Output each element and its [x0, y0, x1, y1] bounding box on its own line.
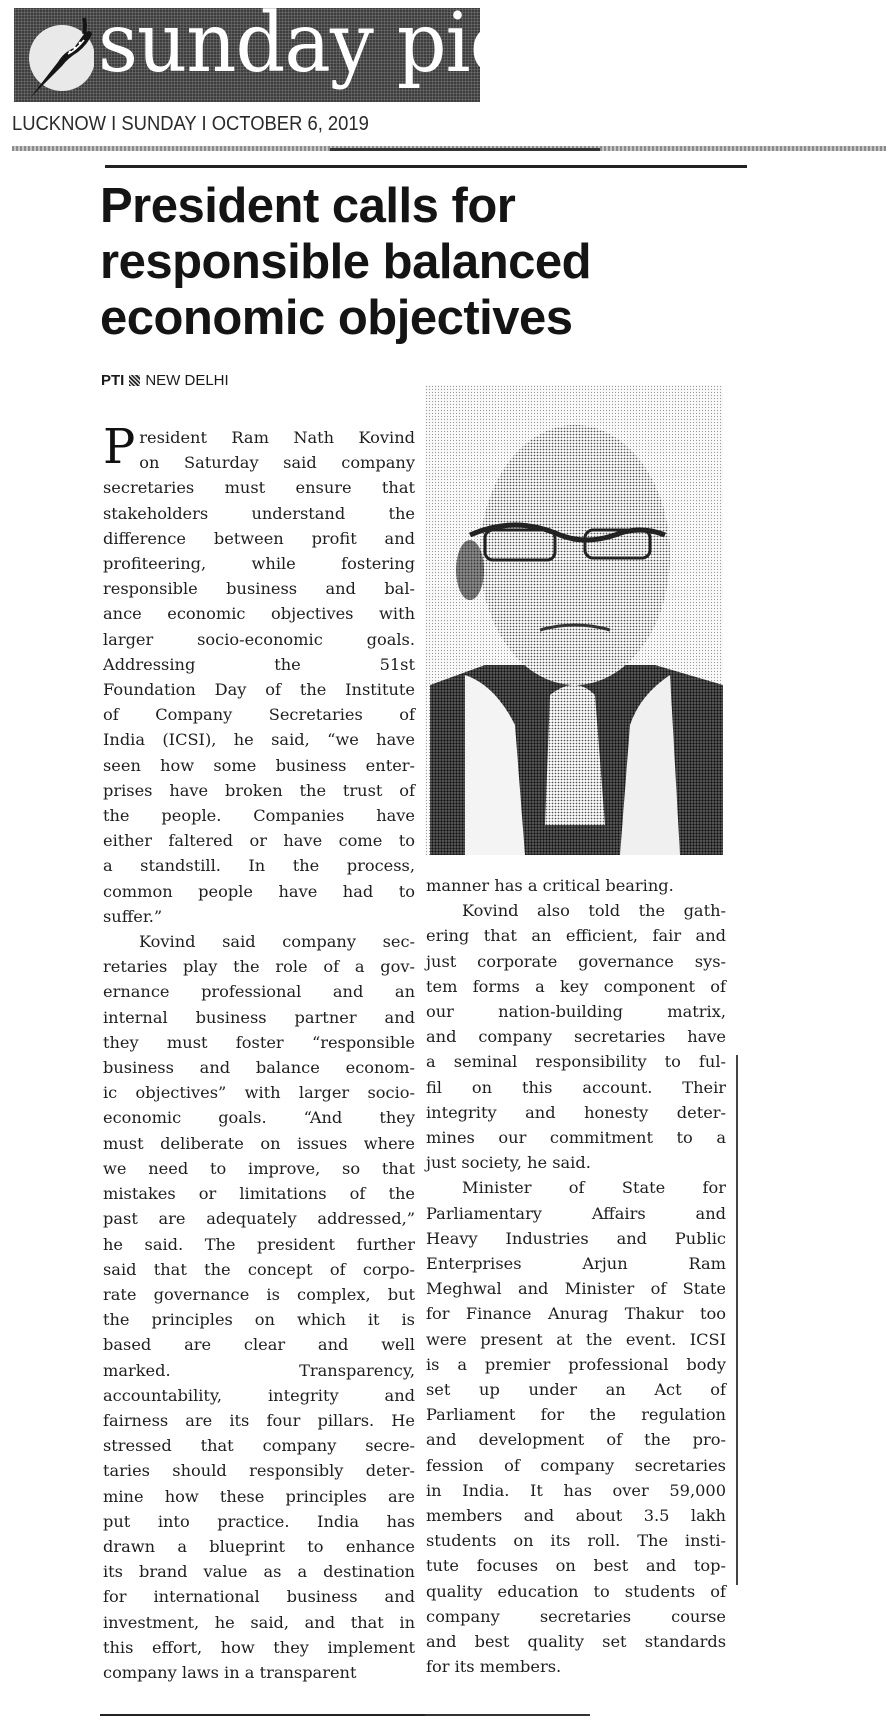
president-photo	[425, 385, 723, 855]
text-line: this effort, how they implement	[103, 1637, 415, 1657]
text-line: put into practice. India has	[103, 1511, 415, 1531]
text-line: students on its roll. The insti-	[426, 1531, 726, 1551]
text-line: of Company Secretaries of	[103, 705, 415, 725]
text-line: tute focuses on best and top-	[426, 1556, 726, 1576]
divider	[100, 1714, 430, 1716]
byline-agency: PTI	[101, 372, 125, 389]
article-column-left	[103, 419, 415, 1685]
text-line: set up under an Act of	[426, 1380, 726, 1400]
text-line: fession of company secretaries	[426, 1455, 726, 1475]
headline-line: economic objectives	[100, 291, 573, 345]
text-line: a seminal responsibility to ful-	[426, 1052, 726, 1072]
divider	[425, 1714, 590, 1716]
hatched-square-icon	[129, 375, 140, 386]
text-line: secretaries must ensure that	[103, 478, 415, 498]
text-line: India (ICSI), he said, “we have	[103, 730, 415, 750]
text-line: Enterprises Arjun Ram	[426, 1254, 726, 1274]
text-line: he said. The president further	[103, 1234, 415, 1254]
text-line: Meghwal and Minister of State	[426, 1279, 726, 1299]
headline-line: responsible balanced	[100, 235, 592, 289]
text-line: Foundation Day of the Institute	[103, 680, 415, 700]
text-line: larger socio-economic goals.	[103, 629, 415, 649]
bird-over-sun-logo-icon	[28, 14, 94, 100]
text-line: in India. It has over 59,000	[426, 1480, 726, 1500]
text-line: investment, he said, and that in	[103, 1612, 415, 1632]
text-line: and development of the pro-	[426, 1430, 726, 1450]
newspaper-title: sunday pioneer	[98, 0, 692, 91]
text-line: difference between profit and	[103, 528, 415, 548]
article-paragraph	[426, 873, 726, 898]
text-line: accountability, integrity and	[103, 1385, 415, 1405]
text-line: integrity and honesty deter-	[426, 1102, 726, 1122]
masthead	[14, 0, 692, 102]
text-line: based are clear and well	[103, 1335, 415, 1355]
text-line: either faltered or have come to	[103, 831, 415, 851]
text-line: members and about 3.5 lakh	[426, 1506, 726, 1526]
text-line: its brand value as a destination	[103, 1562, 415, 1582]
article-paragraph	[103, 929, 415, 1685]
text-line: taries should responsibly deter-	[103, 1461, 415, 1481]
text-line: resident Ram Nath Kovind	[139, 428, 415, 447]
text-line: for Finance Anurag Thakur too	[426, 1304, 726, 1324]
text-line: suffer.”	[103, 906, 163, 926]
text-line: just corporate governance sys-	[426, 951, 726, 971]
text-line: ering that an efficient, fair and	[426, 926, 726, 946]
text-line: ic objectives” with larger socio-	[103, 1083, 415, 1103]
text-line: the people. Companies have	[103, 806, 415, 826]
article-column-right	[426, 873, 726, 1680]
text-line: common people have had to	[103, 881, 415, 901]
text-line: our nation-building matrix,	[426, 1002, 726, 1022]
article-paragraph	[103, 419, 415, 929]
text-line: they must foster “responsible	[103, 1032, 415, 1052]
text-line: Kovind also told the gath-	[462, 901, 726, 921]
text-line: drawn a blueprint to enhance	[103, 1536, 415, 1556]
text-line: a standstill. In the process,	[103, 856, 415, 876]
text-line: mistakes or limitations of the	[103, 1184, 415, 1204]
headline-line: President calls for	[100, 179, 516, 233]
text-line: economic goals. “And they	[103, 1108, 415, 1128]
article-paragraph	[426, 1175, 726, 1679]
text-line: responsible business and bal-	[103, 579, 415, 599]
article-paragraph	[426, 898, 726, 1175]
text-line: the principles on which it is	[103, 1310, 415, 1330]
text-line: ernance professional and an	[103, 982, 415, 1002]
text-line: internal business partner and	[103, 1007, 415, 1027]
text-line: fairness are its four pillars. He	[103, 1410, 415, 1430]
column-divider	[736, 1055, 738, 1585]
text-line: quality education to students of	[426, 1581, 726, 1601]
text-line: for international business and	[103, 1587, 415, 1607]
text-line: said that the concept of corpo-	[103, 1259, 415, 1279]
text-line: seen how some business enter-	[103, 755, 415, 775]
divider	[105, 165, 747, 168]
text-line: must deliberate on issues where	[103, 1133, 415, 1153]
text-line: Parliamentary Affairs and	[426, 1203, 726, 1223]
text-line: Heavy Industries and Public	[426, 1228, 726, 1248]
text-line: mines our commitment to a	[426, 1128, 726, 1148]
text-line: Parliament for the regulation	[426, 1405, 726, 1425]
text-line: company laws in a transparent	[103, 1662, 357, 1682]
text-line: Addressing the 51st	[103, 654, 415, 674]
text-line: stakeholders understand the	[103, 503, 415, 523]
article-headline	[100, 178, 740, 346]
text-line: mine how these principles are	[103, 1486, 415, 1506]
text-line: prises have broken the trust of	[103, 780, 415, 800]
dateline: LUCKNOW I SUNDAY I OCTOBER 6, 2019	[12, 113, 369, 135]
text-line: past are adequately addressed,”	[103, 1209, 415, 1229]
byline-location: NEW DELHI	[145, 372, 229, 389]
text-line: on Saturday said company	[139, 453, 415, 473]
byline	[101, 372, 229, 389]
text-line: marked. Transparency,	[103, 1360, 415, 1380]
text-line: company secretaries course	[426, 1606, 726, 1626]
text-line: stressed that company secre-	[103, 1436, 415, 1456]
dropcap: P	[103, 419, 136, 475]
text-line: Kovind said company sec-	[139, 932, 415, 952]
text-line: we need to improve, so that	[103, 1158, 415, 1178]
text-line: is a premier professional body	[426, 1354, 726, 1374]
divider	[330, 148, 600, 151]
text-line: profiteering, while fostering	[103, 554, 415, 574]
text-line: ance economic objectives with	[103, 604, 415, 624]
text-line: fil on this account. Their	[426, 1077, 726, 1097]
text-line: retaries play the role of a gov-	[103, 957, 415, 977]
text-line: were present at the event. ICSI	[426, 1329, 726, 1349]
text-line: rate governance is complex, but	[103, 1284, 415, 1304]
text-line: tem forms a key component of	[426, 976, 726, 996]
text-line: and company secretaries have	[426, 1027, 726, 1047]
text-line: and best quality set standards	[426, 1632, 726, 1652]
text-line: Minister of State for	[462, 1178, 726, 1198]
text-line: just society, he said.	[426, 1153, 591, 1173]
text-line: for its members.	[426, 1657, 562, 1677]
text-line: business and balance econom-	[103, 1058, 415, 1078]
text-line: manner has a critical bearing.	[426, 876, 674, 895]
